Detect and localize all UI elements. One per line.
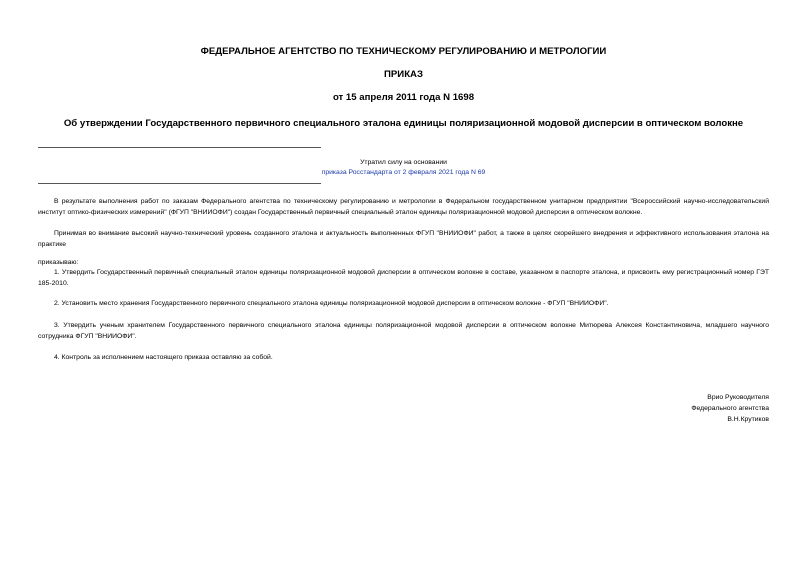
document-subject: Об утверждении Государственного первичного специального эталона единицы поляризационной модовой дисперсии в оптическом волокне (63, 118, 744, 129)
paragraph-item-3: 3. Утвердить ученым хранителем Государственного первичного специального эталона единицы поляризационной модовой дисперсии в оптическом волокне Митюрева Алексея Константиновича, младшего научного сотрудника ФГУП "ВНИИОФИ". (38, 322, 769, 340)
document-date: от 15 апреля 2011 года N 1698 (332, 92, 475, 103)
divider-bottom (38, 183, 321, 184)
paragraph-considering: Принимая во внимание высокий научно-технический уровень созданного эталона и актуальность выполненных ФГУП "ВНИИОФИ" работ, а также в целях скорейшего внедрения и эффективного использования эталона на практике (38, 230, 769, 248)
paragraph-item-4: 4. Контроль за исполнением настоящего приказа оставляю за собой. (54, 354, 273, 361)
validity-link[interactable]: приказа Росстандарта от 2 февраля 2021 года N 69 (321, 169, 486, 176)
paragraph-item-2: 2. Установить место хранения Государственного первичного специального эталона единицы поляризационной модовой дисперсии в оптическом волокне - ФГУП "ВНИИОФИ". (54, 300, 609, 307)
document-type: ПРИКАЗ (384, 69, 423, 80)
paragraph-item-1: 1. Утвердить Государственный первичный специальный эталон единицы поляризационной модовой дисперсии в оптическом волокне в составе, указанном в паспорте эталона, и присвоить ему регистрационный номер ГЭТ 185-2010. (38, 269, 769, 287)
signature-agency: Федерального агентства (691, 405, 769, 412)
signature-position: Врио Руководителя (707, 394, 769, 401)
agency-title: ФЕДЕРАЛЬНОЕ АГЕНТСТВО ПО ТЕХНИЧЕСКОМУ РЕГУЛИРОВАНИЮ И МЕТРОЛОГИИ (200, 46, 607, 57)
divider-top (38, 147, 321, 148)
signature-name: В.Н.Крутиков (727, 416, 769, 423)
paragraph-intro: В результате выполнения работ по заказам Федерального агентства по техническому регулированию и метрологии в Федеральном государственном унитарном предприятии "Всероссийский научно-исследовательский институт оптико-физических измерений" (ФГУП "ВНИИОФИ") создан Государственный первичный специальный эталон единицы поляризационной модовой дисперсии в оптическом волокне. (38, 198, 769, 216)
paragraph-order-word: приказываю: (38, 259, 79, 266)
validity-note: Утратил силу на основании (360, 159, 447, 166)
